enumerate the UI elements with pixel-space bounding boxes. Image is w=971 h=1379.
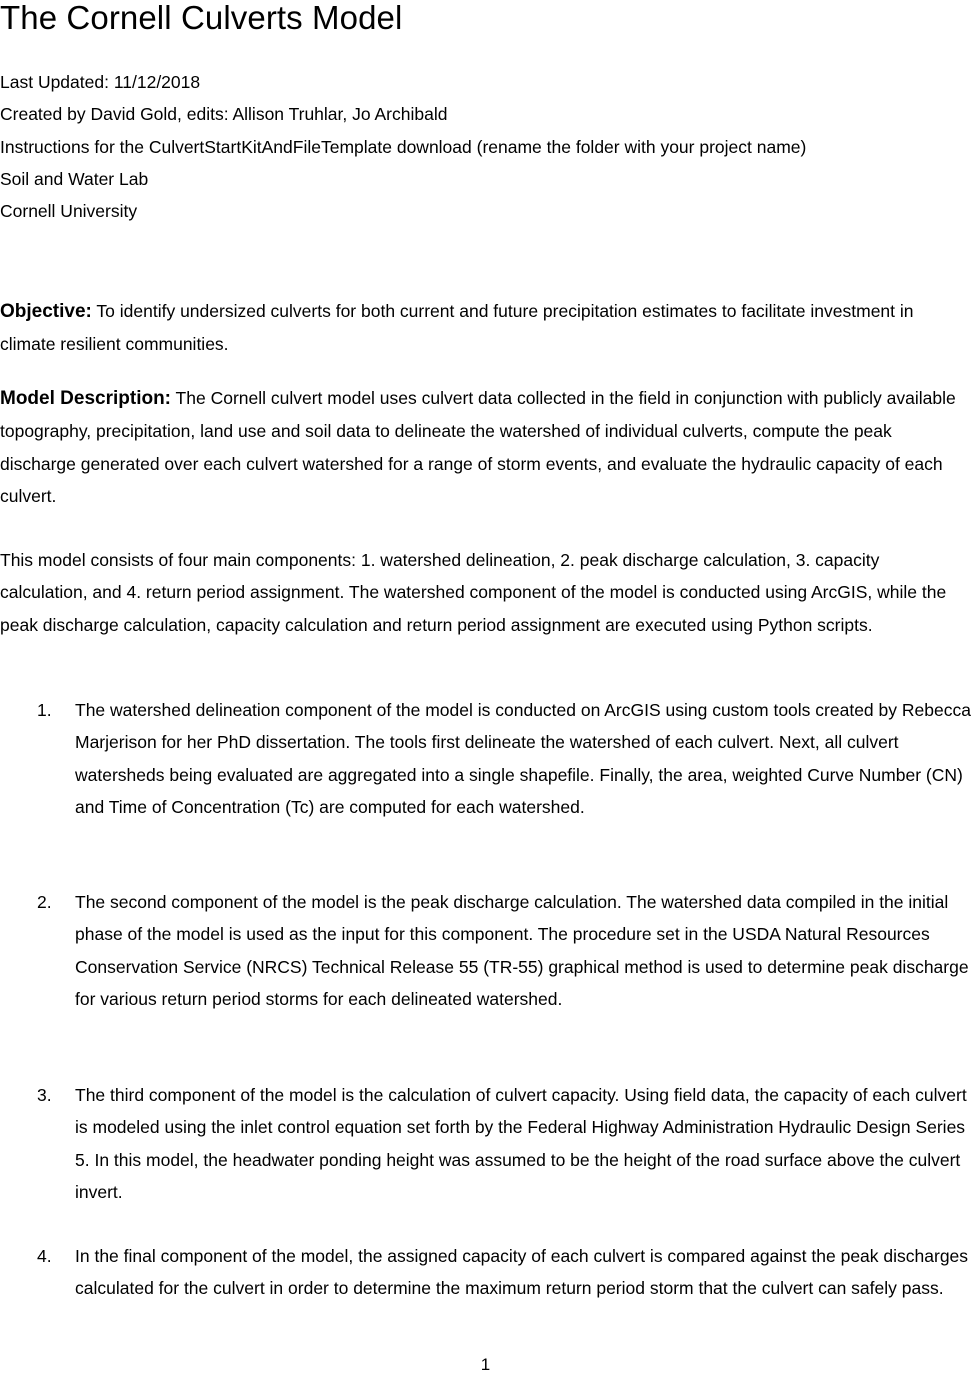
document-meta [0,66,960,227]
list-item-text: The second component of the model is the peak discharge calculation. The watershed data compiled in the initial phase of the model is used as the input for this component. The procedure set in the USDA Natural Resources Conservation Service (NRCS) Technical Release 55 (TR-55) graphical method is used to determine peak discharge for various return period storms for each delineated watershed. [75,892,969,1009]
document-title: The Cornell Culverts Model [0,0,403,36]
list-item-number: 1. [37,700,52,720]
model-description-text: The Cornell culvert model uses culvert data collected in the field in conjunction with publicly available topography, precipitation, land use and soil data to delineate the watershed of individual culverts, compute the peak discharge generated over each culvert watershed for a range of storm events, and evaluate the hydraulic capacity of each culvert. [0,388,956,506]
list-item-number: 3. [37,1085,52,1105]
lab-line: Soil and Water Lab [0,168,149,189]
list-item-text: In the final component of the model, the assigned capacity of each culvert is compared against the peak discharges calculated for the culvert in order to determine the maximum return period storm that the culvert can safely pass. [75,1246,969,1299]
objective-label: Objective: [0,301,92,322]
objective-text: To identify undersized culverts for both current and future precipitation estimates to facilitate investment in climate resilient communities. [0,301,914,355]
list-item-text: The third component of the model is the calculation of culvert capacity. Using field data, the capacity of each culvert is modeled using the inlet control equation set forth by the Federal Highway Administration Hydraulic Design Series 5. In this model, the headwater ponding height was assumed to be the height of the road surface above the culvert invert. [75,1085,967,1202]
instructions-line: Instructions for the CulvertStartKitAndFileTemplate download (rename the folder with your project name) [0,136,807,157]
list-item-number: 2. [37,892,52,912]
last-updated-line: Last Updated: 11/12/2018 [0,72,201,92]
list-item-number: 4. [37,1246,52,1266]
list-item-text: The watershed delineation component of the model is conducted on ArcGIS using custom tools created by Rebecca Marjerison for her PhD dissertation. The tools first delineate the watershed of each culvert. Next, all culvert watersheds being evaluated are aggregated into a single shapefile. Finally, the area, weighted Curve Number (CN) and Time of Concentration (Tc) are computed for each watershed. [75,700,971,817]
model-description-paragraph [0,382,971,512]
objective-paragraph [0,295,971,361]
authors-line: Created by David Gold, edits: Allison Truhlar, Jo Archibald [0,104,448,125]
page-number: 1 [480,1355,491,1374]
model-description-label: Model Description: [0,388,172,409]
university-line: Cornell University [0,201,138,222]
components-intro-paragraph: This model consists of four main components: 1. watershed delineation, 2. peak discharge calculation, 3. capacity calculation, and 4. return period assignment. The watershed component of the model is conducted using ArcGIS, while the peak discharge calculation, capacity calculation and return period assignment are executed using Python scripts. [0,550,947,635]
